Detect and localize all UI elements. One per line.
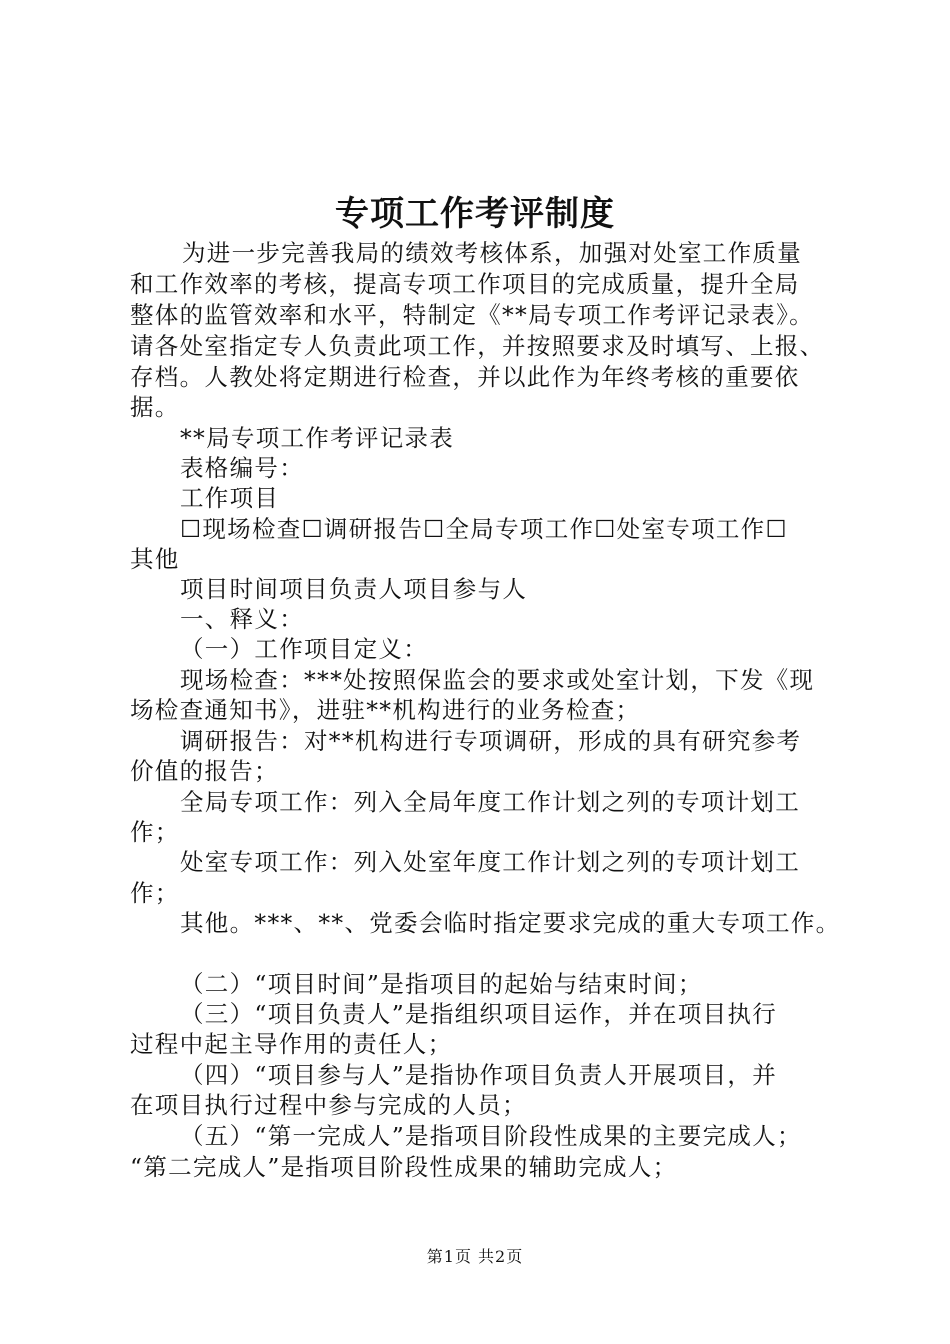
paragraph-line: （三）“项目负责人”是指组织项目运作，并在项目执行 bbox=[180, 1000, 778, 1028]
page-footer: 第1页 共2页 bbox=[426, 1247, 524, 1266]
checkbox-options-line: 其他 bbox=[130, 545, 180, 573]
paragraph-line: 其他。***、**、党委会临时指定要求完成的重大专项工作。 bbox=[180, 909, 841, 937]
paragraph-line: 整体的监管效率和水平，特制定《**局专项工作考评记录表》。 bbox=[130, 301, 814, 329]
paragraph-line: 存档。人教处将定期进行检查，并以此作为年终考核的重要依 bbox=[130, 363, 800, 391]
paragraph-line: “第二完成人”是指项目阶段性成果的辅助完成人； bbox=[130, 1153, 678, 1181]
section-heading: 一、释义： bbox=[180, 605, 304, 633]
paragraph-line: 全局专项工作：列入全局年度工作计划之列的专项计划工 bbox=[180, 788, 800, 816]
paragraph-line: 作； bbox=[130, 879, 180, 907]
form-number-line: 表格编号： bbox=[180, 454, 304, 482]
paragraph-line: 和工作效率的考核，提高专项工作项目的完成质量，提升全局 bbox=[130, 270, 800, 298]
paragraph-line: （二）“项目时间”是指项目的起始与结束时间； bbox=[180, 970, 703, 998]
checkbox-options-line: ☐现场检查☐调研报告☐全局专项工作☐处室专项工作☐ bbox=[180, 515, 788, 543]
paragraph-line: 在项目执行过程中参与完成的人员； bbox=[130, 1091, 527, 1119]
paragraph-line: 调研报告：对**机构进行专项调研，形成的具有研究参考 bbox=[180, 727, 802, 755]
paragraph-line: （四）“项目参与人”是指协作项目负责人开展项目，并 bbox=[180, 1061, 778, 1089]
document-title: 专项工作考评制度 bbox=[335, 194, 615, 234]
work-project-line: 工作项目 bbox=[180, 484, 280, 512]
subsection-heading: （一）工作项目定义： bbox=[180, 635, 428, 663]
paragraph-line: 价值的报告； bbox=[130, 757, 279, 785]
paragraph-line: 现场检查：***处按照保监会的要求或处室计划，下发《现 bbox=[180, 666, 815, 694]
paragraph-line: 请各处室指定专人负责此项工作，并按照要求及时填写、上报、 bbox=[130, 332, 825, 360]
paragraph-line: 作； bbox=[130, 818, 180, 846]
paragraph-line: 据。 bbox=[130, 393, 180, 421]
project-fields-line: 项目时间项目负责人项目参与人 bbox=[180, 575, 528, 603]
paragraph-line: 为进一步完善我局的绩效考核体系，加强对处室工作质量 bbox=[182, 239, 802, 267]
paragraph-line: 处室专项工作：列入处室年度工作计划之列的专项计划工 bbox=[180, 848, 800, 876]
paragraph-line: 过程中起主导作用的责任人； bbox=[130, 1030, 453, 1058]
paragraph-line: （五）“第一完成人”是指项目阶段性成果的主要完成人； bbox=[180, 1122, 802, 1150]
paragraph-line: 场检查通知书》，进驻**机构进行的业务检查； bbox=[130, 696, 641, 724]
form-title-line: **局专项工作考评记录表 bbox=[180, 424, 455, 452]
